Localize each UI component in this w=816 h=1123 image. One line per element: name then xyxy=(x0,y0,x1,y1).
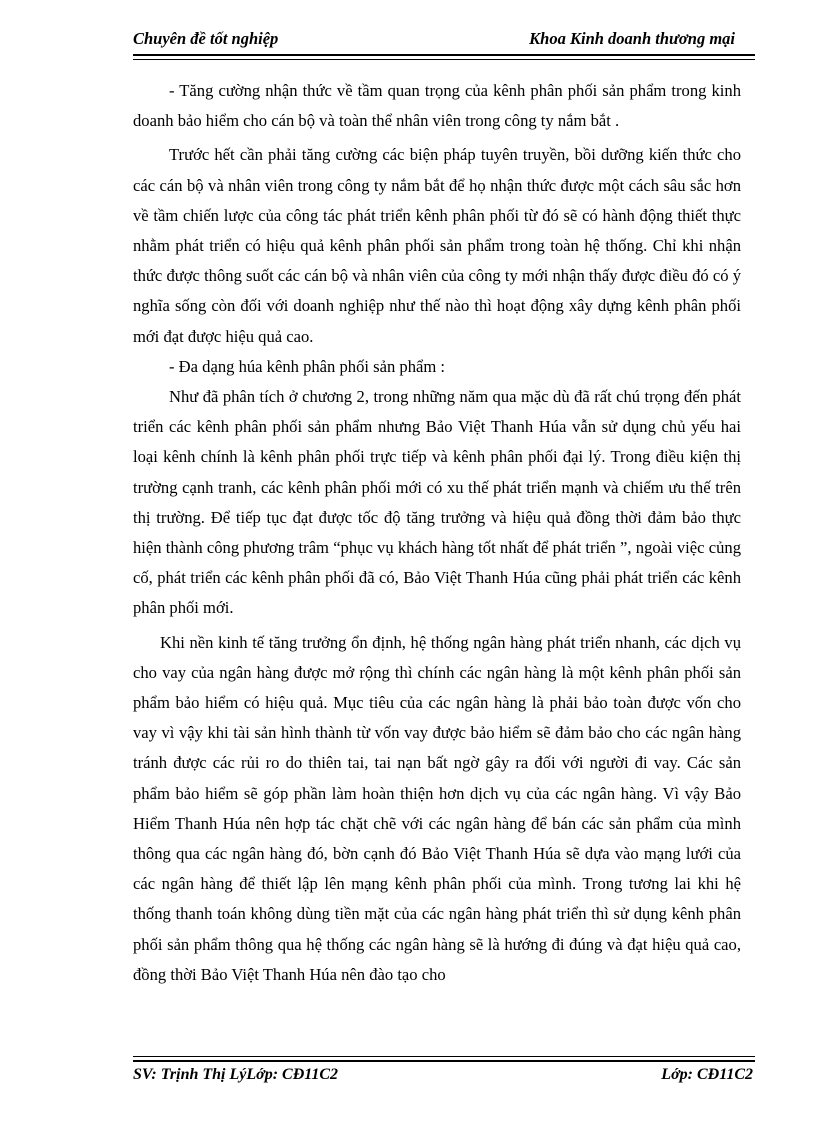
footer-divider xyxy=(133,1056,755,1062)
paragraph-2: Trước hết cần phải tăng cường các biện pháp tuyên truyền, bồi dưỡng kiến thức cho các cán bộ và nhân viên trong công ty nắm bắt để họ nhận thức được một cách sâu sắc hơn về tầm chiến lược của công tác phát triển kênh phân phối từ đó sẽ có hành động thiết thực nhằm phát triển có hiệu quả kênh phân phối sản phẩm trong toàn hệ thống. Chỉ khi nhận thức được thông suốt các cán bộ và nhân viên của công ty mới nhận thấy được điều đó có ý nghĩa sống còn đối với doanh nghiệp như thế nào thì hoạt động xây dựng kênh phân phối mới đạt được hiệu quả cao. xyxy=(133,145,741,346)
header-right-title: Khoa Kinh doanh thương mại xyxy=(529,29,735,48)
header-divider xyxy=(133,54,755,60)
paragraph-1: - Tăng cường nhận thức về tầm quan trọng của kênh phân phối sản phẩm trong kinh doanh bảo hiểm cho cán bộ và toàn thể nhân viên trong công ty nắm bắt . xyxy=(133,81,741,131)
footer-student: SV: Trịnh Thị LýLớp: CĐ11C2 xyxy=(133,1066,339,1083)
paragraph-3: - Đa dạng húa kênh phân phối sản phẩm : xyxy=(169,356,446,376)
page-footer xyxy=(133,1066,755,1090)
paragraph-4: Như đã phân tích ở chương 2, trong những năm qua mặc dù đã rất chú trọng đến phát triển các kênh phân phối sản phẩm nhưng Bảo Việt Thanh Húa vẫn sử dụng chủ yếu hai loại kênh chính là kênh phân phối trực tiếp và kênh phân phối đại lý. Trong điều kiện thị trường cạnh tranh, các kênh phân phối mới có xu thế phát triển mạnh và chiếm ưu thế trên thị trường. Để tiếp tục đạt được tốc độ tăng trưởng và hiệu quả đồng thời đảm bảo thực hiện thành công phương trâm “phục vụ khách hàng tốt nhất để phát triển ”, ngoài việc củng cố, phát triển các kênh phân phối đã có, Bảo Việt Thanh Húa cũng phải phát triển các kênh phân phối mới. xyxy=(133,387,741,618)
page-header xyxy=(133,26,753,52)
paragraph-5: Khi nền kinh tế tăng trưởng ổn định, hệ thống ngân hàng phát triển nhanh, các dịch vụ cho vay của ngân hàng được mở rộng thì chính các ngân hàng là một kênh phân phối sản phẩm bảo hiểm có hiệu quả. Mục tiêu của các ngân hàng là phải bảo toàn được vốn cho vay vì vậy khi tài sản hình thành từ vốn vay được bảo hiểm sẽ đảm bảo cho các ngân hàng tránh được các rủi ro do thiên tai, tai nạn bất ngờ gây ra đối với người đi vay. Các sản phẩm bảo hiểm sẽ góp phần làm hoàn thiện hơn dịch vụ của các ngân hàng. Vì vậy Bảo Hiểm Thanh Húa nên hợp tác chặt chẽ với các ngân hàng để bán các sản phẩm của mình thông qua các ngân hàng đó, bờn cạnh đó Bảo Việt Thanh Húa sẽ dựa vào mạng lưới của các ngân hàng để thiết lập lên mạng kênh phân phối của mình. Trong tương lai khi hệ thống thanh toán không dùng tiền mặt của các ngân hàng phát triển thì sử dụng kênh phân phối sản phẩm thông qua hệ thống các ngân hàng sẽ là hướng đi đúng và đạt hiệu quả cao, đồng thời Bảo Việt Thanh Húa nên đào tạo cho xyxy=(133,632,741,984)
header-left-title: Chuyên đề tốt nghiệp xyxy=(133,29,279,48)
document-body xyxy=(133,76,741,990)
footer-class: Lớp: CĐ11C2 xyxy=(661,1066,753,1083)
